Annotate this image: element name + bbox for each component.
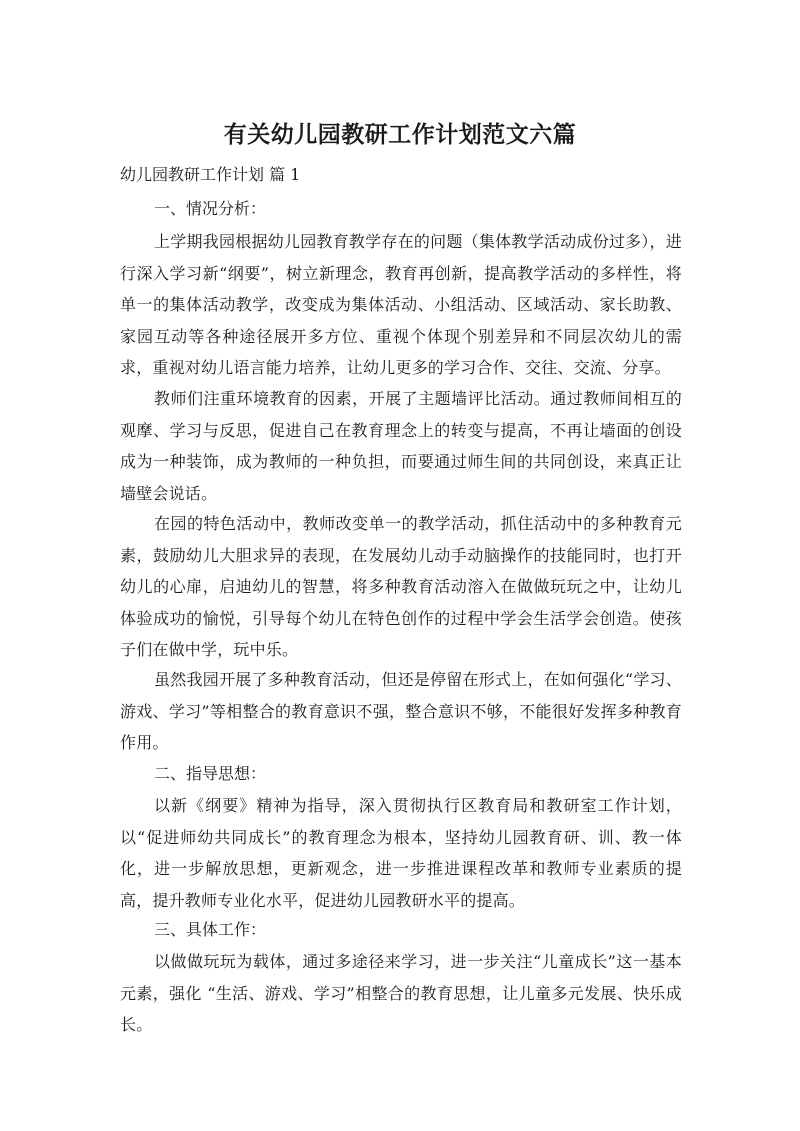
section-heading-specific-work: 三、具体工作： [154,920,267,939]
section-heading-analysis: 一、情况分析： [154,199,267,218]
document-subtitle: 幼儿园教研工作计划 篇 1 [120,165,301,184]
paragraph-analysis-3: 在园的特色活动中，教师改变单一的教学活动，抓住活动中的多种教育元素，鼓励幼儿大胆求异的表现，在发展幼儿动手动脑操作的技能同时，也打开幼儿的心扉，启迪幼儿的智慧，将多种教育活动溶入在做做玩玩之中，让幼儿体验成功的愉悦，引导每个幼儿在特色创作的过程中学会生活学会创造。使孩子们在做中学，玩中乐。 [120,514,682,659]
paragraph-specific-work: 以做做玩玩为载体，通过多途径来学习，进一步关注“儿童成长”这一基本元素，强化 “生活、游戏、学习”相整合的教育思想，让儿童多元发展、快乐成长。 [120,952,682,1034]
paragraph-guiding-thought: 以新《纲要》精神为指导，深入贯彻执行区教育局和教研室工作计划，以“促进师幼共同成长”的教育理念为根本，坚持幼儿园教育研、训、教一体化，进一步解放思想，更新观念，进一步推进课程改革和教师专业素质的提高，提升教师专业化水平，促进幼儿园教研水平的提高。 [120,796,682,910]
document-title: 有关幼儿园教研工作计划范文六篇 [223,122,577,148]
paragraph-analysis-2: 教师们注重环境教育的因素，开展了主题墙评比活动。通过教师间相互的观摩、学习与反思，促进自己在教育理念上的转变与提高，不再让墙面的创设成为一种装饰，成为教师的一种负担，而要通过师生间的共同创设，来真正让墙壁会说话。 [120,389,682,503]
section-heading-guiding-thought: 二、指导思想： [154,764,267,783]
paragraph-analysis-4: 虽然我园开展了多种教育活动，但还是停留在形式上，在如何强化“学习、游戏、学习”等相整合的教育意识不强，整合意识不够，不能很好发挥多种教育作用。 [120,670,682,752]
paragraph-analysis-1: 上学期我园根据幼儿园教育教学存在的问题（集体教学活动成份过多），进行深入学习新“纲要”，树立新理念，教育再创新，提高教学活动的多样性，将单一的集体活动教学，改变成为集体活动、小组活动、区域活动、家长助教、家园互动等各种途径展开多方位、重视个体现个别差异和不同层次幼儿的需求，重视对幼儿语言能力培养，让幼儿更多的学习合作、交往、交流、分享。 [120,232,682,377]
